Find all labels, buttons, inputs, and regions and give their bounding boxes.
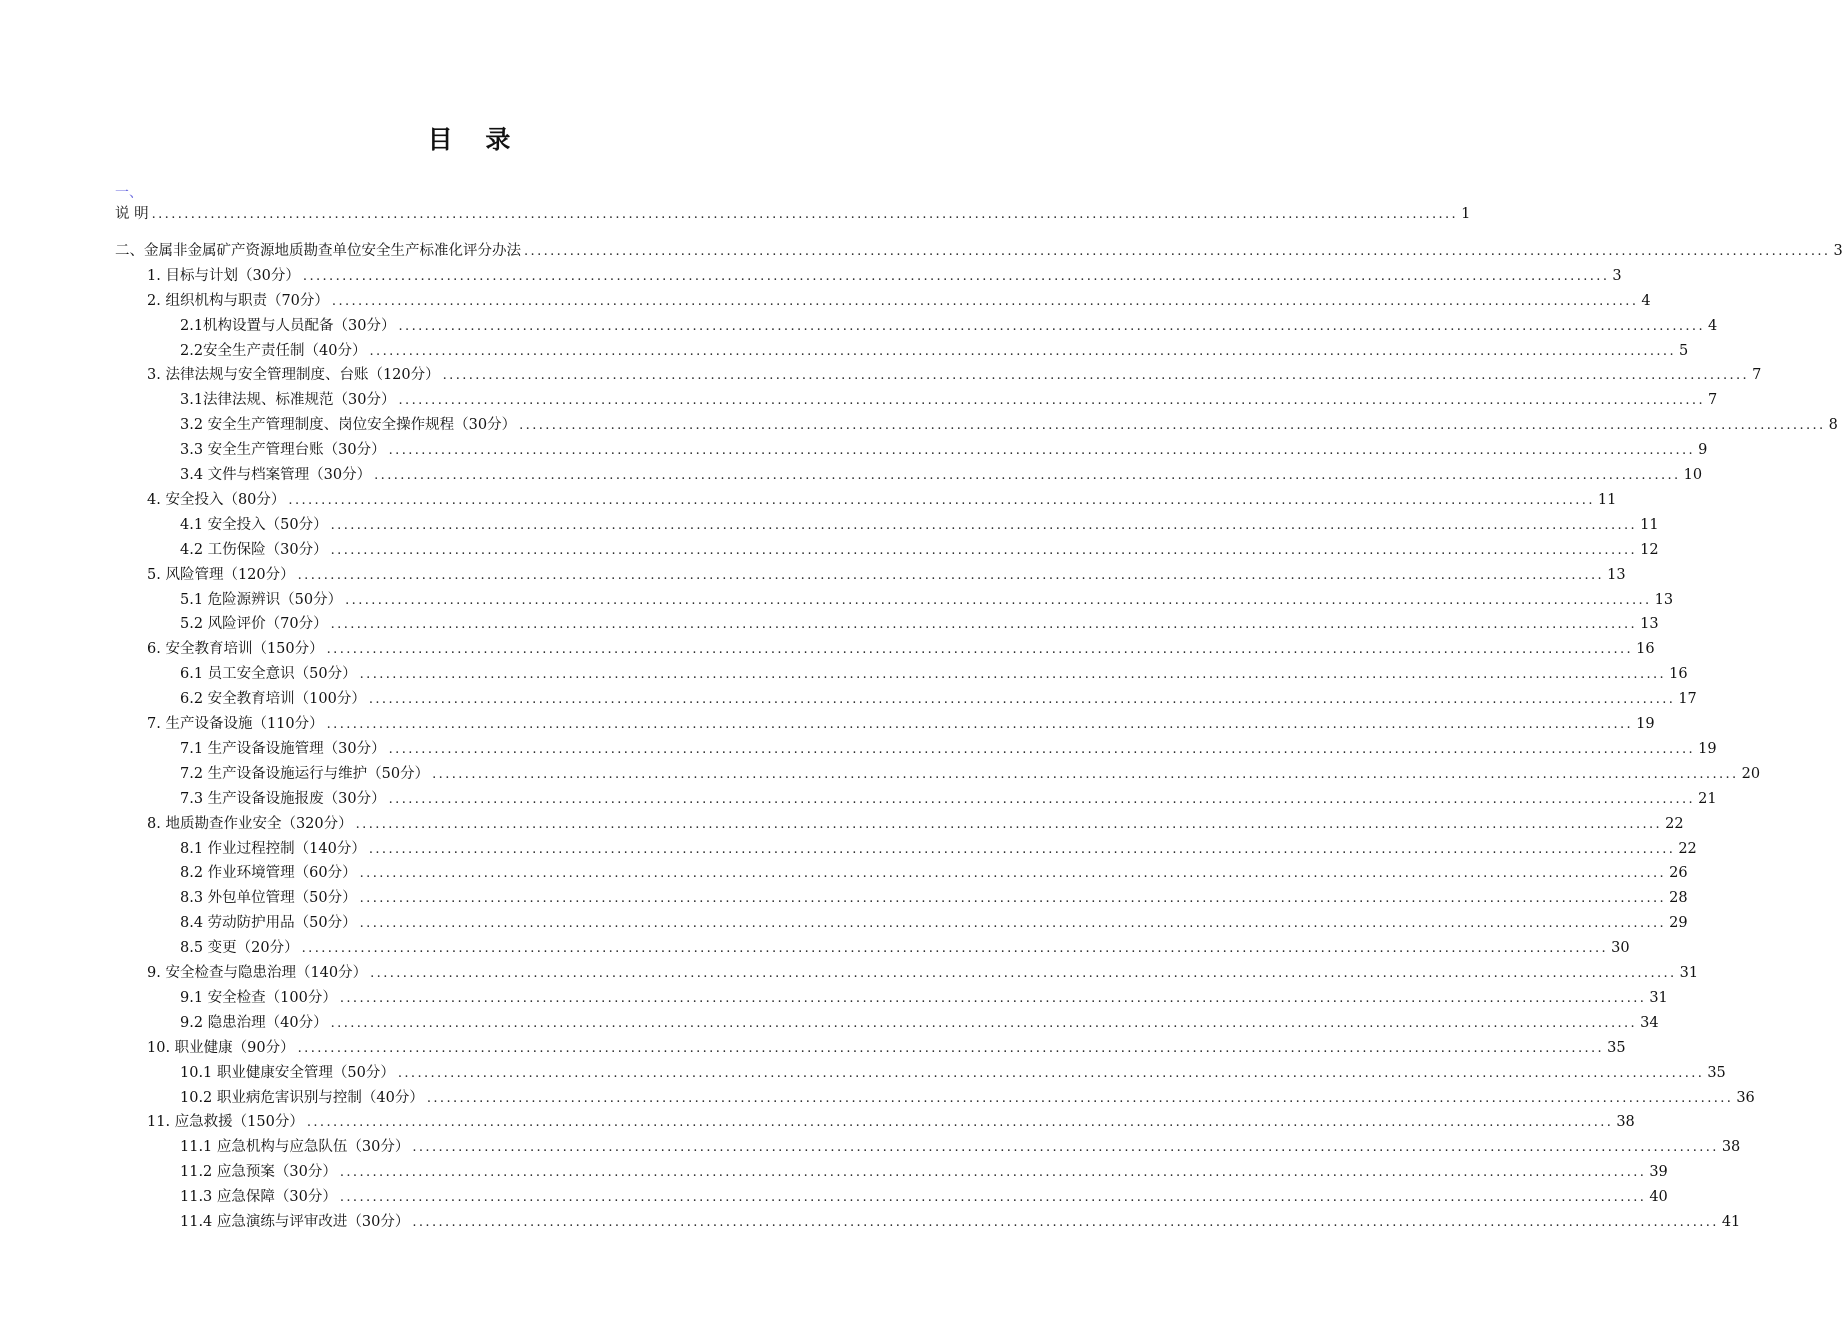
toc-entry[interactable] [147,812,1684,836]
toc-entry-text: 8.2 作业环境管理（60分） [180,865,357,882]
toc-entry-text: 5.1 危险源辨识（50分） [180,591,343,608]
toc-page-number: 13 [1607,566,1626,583]
toc-leader-dots: ........................................................................................................................................................................................................ [345,592,1652,608]
toc-page-number: 4 [1707,317,1718,334]
toc-leader-dots: ........................................................................................................................................................................................................ [432,766,1739,782]
toc-page-number: 17 [1678,691,1697,708]
toc-page-number: 13 [1640,616,1659,633]
toc-entry[interactable] [180,911,1688,935]
toc-page-number: 41 [1721,1214,1741,1230]
toc-entry[interactable] [180,1086,1755,1110]
toc-leader-dots: ........................................................................................................................................................................................................ [359,866,1667,882]
toc-leader-dots: ........................................................................................................................................................................................................ [368,841,1676,857]
toc-page-number: 12 [1640,541,1659,558]
toc-leader-dots: ........................................................................................................................................................................................................ [370,966,1677,981]
toc-entry[interactable] [147,289,1651,313]
toc-entry[interactable] [180,936,1630,960]
toc-entry[interactable] [180,762,1761,786]
toc-entry[interactable] [180,413,1838,437]
toc-leader-dots: ........................................................................................................................................................................................................ [326,642,1634,658]
toc-entry[interactable] [180,1185,1668,1209]
toc-entry[interactable] [180,837,1697,861]
toc-entry[interactable] [147,363,1762,387]
toc-page-number: 9 [1698,442,1708,459]
toc-entry-text: 3.4 文件与档案管理（30分） [180,467,372,483]
toc-page-number: 35 [1607,1039,1626,1056]
toc-page-number: 16 [1636,641,1655,658]
toc-entry-text: 7.3 生产设备设施报废（30分） [180,790,386,807]
toc-leader-dots: ........................................................................................................................................................................................................ [388,443,1696,459]
toc-entry-text: 11.4 应急演练与评审改进（30分） [180,1214,410,1230]
toc-page-number: 11 [1640,516,1659,533]
toc-page-number: 26 [1669,865,1688,882]
toc-page-number: 7 [1707,392,1718,409]
toc-entry[interactable] [115,239,1843,263]
toc-entry-text: 9.2 隐患治理（40分） [180,1014,328,1031]
toc-entry-text: 11.2 应急预案（30分） [180,1164,337,1181]
toc-entry[interactable] [147,712,1655,736]
toc-entry-text: 7. 生产设备设施（110分） [147,716,324,732]
toc-page-number: 22 [1678,840,1697,857]
toc-entry-text: 4. 安全投入（80分） [147,491,286,508]
toc-entry-text: 说 明 [115,206,149,222]
toc-leader-dots: ........................................................................................................................................................................................................ [297,567,1605,583]
toc-entry-text: 5.2 风险评价（70分） [180,616,328,633]
toc-entry-text: 6.1 员工安全意识（50分） [180,666,357,683]
toc-page-number: 34 [1640,1014,1659,1031]
toc-page-number: 20 [1741,765,1761,782]
toc-entry-text: 9. 安全检查与隐患治理（140分） [147,965,368,981]
toc-page-number: 22 [1665,815,1684,832]
toc-entry[interactable] [180,388,1718,412]
toc-entry[interactable] [147,488,1617,512]
toc-page-number: 8 [1828,417,1838,434]
toc-leader-dots: ........................................................................................................................................................................................................ [339,1190,1647,1206]
toc-entry[interactable] [180,339,1689,363]
toc-entry[interactable] [180,886,1688,910]
section-one-label: 一、 [115,185,143,201]
toc-entry[interactable] [180,1061,1726,1085]
toc-page-number: 10 [1683,467,1703,483]
toc-page-number: 40 [1649,1189,1668,1206]
toc-page-number: 5 [1678,342,1689,359]
toc-page-number: 31 [1649,989,1668,1006]
toc-page-number: 19 [1636,716,1655,732]
toc-page-number: 30 [1611,940,1630,957]
toc-entry-text: 3. 法律法规与安全管理制度、台账（120分） [147,367,440,384]
toc-page-number: 7 [1752,367,1762,384]
toc-entry-text: 10.2 职业病危害识别与控制（40分） [180,1089,424,1106]
toc-entry[interactable] [147,961,1699,985]
toc-page-number: 35 [1707,1064,1726,1081]
toc-leader-dots: ........................................................................................................................................................................................................ [359,891,1667,907]
toc-page-number: 1 [1461,206,1471,222]
toc-entry[interactable] [180,687,1697,711]
toc-entry[interactable] [147,264,1622,288]
toc-entry[interactable] [180,787,1717,811]
toc-leader-dots: ........................................................................................................................................................................................................ [306,1115,1614,1131]
toc-title: 目 录 [427,125,523,154]
toc-page-number: 39 [1649,1164,1668,1181]
toc-page-number: 4 [1641,292,1651,309]
toc-leader-dots: ........................................................................................................................................................................................................ [412,1215,1719,1230]
toc-entry-text: 10. 职业健康（90分） [147,1039,295,1056]
toc-leader-dots: ........................................................................................................................................................................................................ [339,1165,1647,1181]
toc-entry-text: 8.5 变更（20分） [180,940,299,957]
toc-leader-dots: ........................................................................................................................................................................................................ [369,343,1676,359]
toc-page-number: 31 [1679,965,1699,981]
toc-leader-dots: ........................................................................................................................................................................................................ [388,791,1696,807]
toc-page-number: 36 [1736,1089,1755,1106]
toc-leader-dots: ........................................................................................................................................................................................................ [297,1040,1605,1056]
toc-entry-text: 5. 风险管理（120分） [147,566,295,583]
toc-entry-text: 8.1 作业过程控制（140分） [180,840,366,857]
toc-entry-text: 8. 地质勘查作业安全（320分） [147,815,353,832]
toc-leader-dots: ........................................................................................................................................................................................................ [398,318,1705,334]
toc-entry[interactable] [180,861,1688,885]
toc-leader-dots: ........................................................................................................................................................................................................ [301,941,1609,957]
toc-entry-text: 3.3 安全生产管理台账（30分） [180,442,386,459]
toc-entry[interactable] [147,1036,1626,1060]
toc-entry[interactable] [180,314,1718,338]
toc-entry-text: 7.1 生产设备设施管理（30分） [180,740,386,757]
toc-entry[interactable] [180,1210,1741,1234]
toc-entry-text: 8.3 外包单位管理（50分） [180,890,357,907]
toc-entry[interactable] [180,438,1708,462]
toc-leader-dots: ........................................................................................................................................................................................................ [359,667,1667,683]
toc-entry-text: 4.1 安全投入（50分） [180,516,328,533]
toc-leader-dots: ........................................................................................................................................................................................................ [426,1090,1734,1106]
toc-page-number: 21 [1698,790,1717,807]
toc-entry-text: 2.1机构设置与人员配备（30分） [180,317,396,334]
toc-leader-dots: ........................................................................................................................................................................................................ [151,207,1459,222]
toc-page-number: 19 [1698,740,1717,757]
toc-entry[interactable] [180,463,1703,487]
toc-entry-text: 6.2 安全教育培训（100分） [180,691,366,708]
toc-entry[interactable] [180,588,1674,612]
toc-entry[interactable] [180,1160,1668,1184]
toc-page-number: 3 [1833,242,1843,259]
toc-leader-dots: ........................................................................................................................................................................................................ [355,816,1663,832]
toc-page-number: 3 [1612,267,1622,284]
toc-leader-dots: ........................................................................................................................................................................................................ [330,517,1638,533]
toc-entry-text: 1. 目标与计划（30分） [147,267,300,284]
toc-entry-text: 3.1法律法规、标准规范（30分） [180,392,396,409]
toc-leader-dots: ........................................................................................................................................................................................................ [524,243,1831,259]
toc-leader-dots: ........................................................................................................................................................................................................ [330,1015,1638,1031]
toc-leader-dots: ........................................................................................................................................................................................................ [368,692,1676,708]
toc-entry[interactable] [147,1110,1635,1134]
toc-leader-dots: ........................................................................................................................................................................................................ [288,492,1595,508]
toc-entry[interactable] [180,1135,1741,1159]
toc-entry-text: 10.1 职业健康安全管理（50分） [180,1064,395,1081]
toc-entry-text: 8.4 劳动防护用品（50分） [180,915,357,932]
toc-leader-dots: ........................................................................................................................................................................................................ [326,717,1634,732]
toc-page-number: 29 [1669,915,1688,932]
toc-entry[interactable] [115,202,1471,226]
toc-entry[interactable] [180,612,1659,636]
toc-leader-dots: ........................................................................................................................................................................................................ [388,741,1696,757]
toc-entry-text: 2.2安全生产责任制（40分） [180,342,367,359]
toc-entry-text: 4.2 工伤保险（30分） [180,541,328,558]
toc-leader-dots: ........................................................................................................................................................................................................ [331,293,1639,309]
toc-entry[interactable] [147,563,1626,587]
toc-leader-dots: ........................................................................................................................................................................................................ [339,990,1647,1006]
toc-leader-dots: ........................................................................................................................................................................................................ [302,268,1610,284]
toc-entry[interactable] [180,737,1717,761]
toc-leader-dots: ........................................................................................................................................................................................................ [519,418,1826,434]
toc-page-number: 38 [1616,1114,1635,1131]
toc-leader-dots: ........................................................................................................................................................................................................ [330,542,1638,558]
toc-entry-text: 11. 应急救援（150分） [147,1114,304,1131]
toc-entry-text: 11.1 应急机构与应急队伍（30分） [180,1139,410,1156]
toc-entry[interactable] [180,986,1668,1010]
toc-entry-text: 7.2 生产设备设施运行与维护（50分） [180,765,430,782]
toc-leader-dots: ........................................................................................................................................................................................................ [412,1140,1719,1156]
toc-leader-dots: ........................................................................................................................................................................................................ [397,1065,1705,1081]
toc-entry-text: 6. 安全教育培训（150分） [147,641,324,658]
toc-entry-text: 9.1 安全检查（100分） [180,989,337,1006]
toc-entry-text: 2. 组织机构与职责（70分） [147,292,329,309]
toc-leader-dots: ........................................................................................................................................................................................................ [374,468,1681,483]
toc-leader-dots: ........................................................................................................................................................................................................ [359,916,1667,932]
toc-entry[interactable] [180,513,1659,537]
toc-page-number: 11 [1597,491,1617,508]
toc-leader-dots: ........................................................................................................................................................................................................ [398,393,1705,409]
toc-page-number: 28 [1669,890,1688,907]
toc-entry[interactable] [180,1011,1659,1035]
toc-entry-text: 3.2 安全生产管理制度、岗位安全操作规程（30分） [180,417,517,434]
toc-entry[interactable] [180,662,1688,686]
toc-entry-text: 11.3 应急保障（30分） [180,1189,337,1206]
toc-entry[interactable] [180,538,1659,562]
toc-entry-text: 二、金属非金属矿产资源地质勘查单位安全生产标准化评分办法 [115,242,521,259]
toc-leader-dots: ........................................................................................................................................................................................................ [330,617,1638,633]
toc-entry[interactable] [147,637,1655,661]
toc-page-number: 16 [1669,666,1688,683]
toc-page-number: 13 [1654,591,1674,608]
toc-page-number: 38 [1721,1139,1741,1156]
toc-leader-dots: ........................................................................................................................................................................................................ [442,368,1750,384]
